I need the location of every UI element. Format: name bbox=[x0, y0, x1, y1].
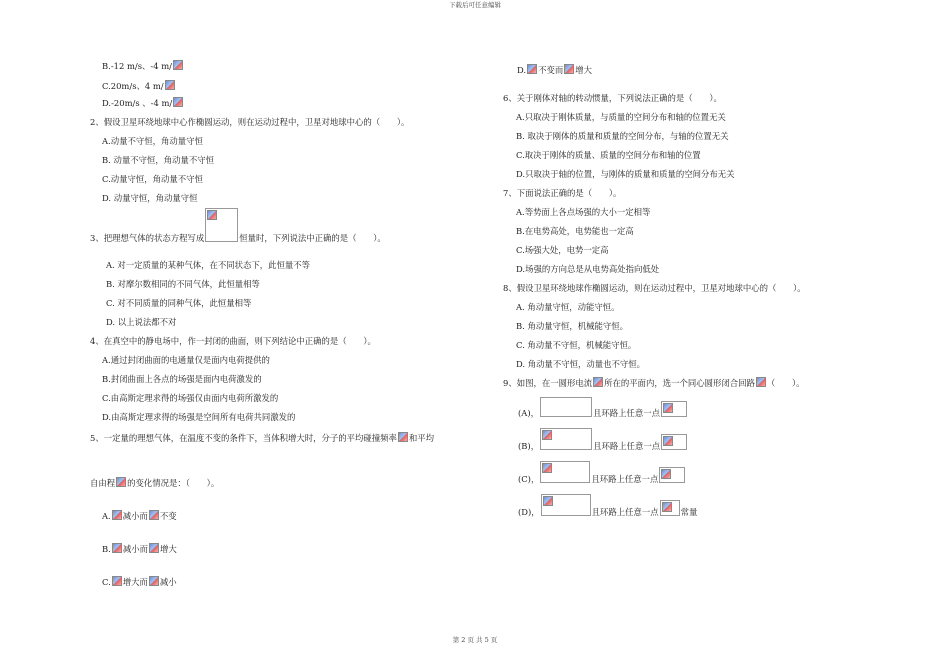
q5-stem2-part-a: 自由程 bbox=[90, 477, 116, 488]
formula-image bbox=[207, 210, 217, 220]
q8-option-d: D. 角动量不守恒，动量也不守恒。 bbox=[516, 359, 645, 369]
q6-option-d: D.只取决于轴的位置，与刚体的质量和质量的空间分布无关 bbox=[516, 169, 735, 179]
q7-stem: 7、下面说法正确的是（ ）。 bbox=[503, 188, 622, 198]
q5-stem2-part-b: 的变化情况是：（ ）。 bbox=[127, 477, 220, 488]
formula-image bbox=[112, 543, 122, 553]
formula-image bbox=[527, 64, 537, 74]
q5-option-a-mid: 减小而 bbox=[122, 510, 148, 521]
q5-option-b-mid: 减小而 bbox=[122, 543, 148, 554]
q5-option-d bbox=[517, 64, 592, 74]
formula-image bbox=[173, 60, 183, 70]
q1-option-c-text: C.20m/s、4 m/ bbox=[102, 80, 164, 91]
q6-option-a: A.只取决于刚体质量，与质量的空间分布和轴的位置无关 bbox=[516, 112, 726, 122]
q5-option-d-label: D. bbox=[517, 64, 527, 75]
q2-option-b: B. 动量不守恒，角动量不守恒 bbox=[102, 155, 214, 165]
q5-option-c bbox=[102, 576, 177, 586]
q9-option-a bbox=[518, 397, 688, 417]
formula-image-box bbox=[540, 397, 592, 417]
formula-image bbox=[112, 510, 122, 520]
q5-option-c-end: 减小 bbox=[159, 576, 177, 587]
q3-stem-part-a: 3、把理想气体的状态方程写成 bbox=[90, 232, 205, 243]
q3-option-d: D. 以上说法都不对 bbox=[106, 317, 177, 327]
q8-option-b: B. 角动量守恒，机械能守恒。 bbox=[516, 321, 628, 331]
formula-image bbox=[662, 502, 672, 512]
q3-option-c: C. 对不同质量的同种气体，此恒量相等 bbox=[106, 298, 252, 308]
q3-stem bbox=[90, 208, 386, 242]
page-footer: 第 2 页 共 5 页 bbox=[452, 636, 498, 644]
q9-option-c-mid: 且环路上任意一点 bbox=[591, 473, 659, 484]
q2-stem: 2、假设卫星环绕地球中心作椭圆运动，则在运动过程中，卫星对地球中心的（ ）。 bbox=[90, 117, 410, 127]
q5-option-b bbox=[102, 543, 177, 553]
q3-stem-part-b: 恒量时，下列说法中正确的是（ ）。 bbox=[239, 232, 386, 243]
q6-stem: 6、关于刚体对轴的转动惯量，下列说法正确的是（ ）。 bbox=[503, 93, 722, 103]
q5-option-a-label: A. bbox=[102, 510, 111, 521]
q9-option-a-mid: 且环路上任意一点 bbox=[592, 407, 660, 418]
q2-option-a: A.动量不守恒，角动量守恒 bbox=[102, 136, 203, 146]
formula-image bbox=[173, 97, 183, 107]
q9-option-d bbox=[518, 494, 697, 516]
formula-image bbox=[112, 576, 122, 586]
q7-option-b: B.在电势高处，电势能也一定高 bbox=[516, 226, 634, 236]
formula-image bbox=[663, 436, 673, 446]
formula-image bbox=[165, 80, 175, 90]
q2-option-d: D. 动量守恒，角动量守恒 bbox=[102, 193, 198, 203]
q9-option-c bbox=[518, 461, 686, 483]
q7-option-c: C.场强大处，电势一定高 bbox=[516, 245, 609, 255]
q1-option-b bbox=[102, 60, 184, 70]
q9-stem-part-a: 9、如图，在一圆形电流 bbox=[503, 377, 593, 388]
q9-option-b-label: (B)， bbox=[518, 440, 540, 451]
q3-option-a: A. 对一定质量的某种气体，在不同状态下，此恒量不等 bbox=[106, 260, 310, 270]
q9-option-a-label: (A)， bbox=[518, 407, 539, 418]
formula-image bbox=[116, 477, 126, 487]
q9-stem-part-c: （ ）。 bbox=[766, 377, 805, 388]
q6-option-c: C.取决于刚体的质量、质量的空间分布和轴的位置 bbox=[516, 150, 701, 160]
formula-image bbox=[149, 510, 159, 520]
q9-option-c-label: (C)， bbox=[518, 473, 540, 484]
q9-option-b-mid: 且环路上任意一点 bbox=[593, 440, 661, 451]
formula-image-box bbox=[659, 467, 685, 483]
q3-option-b: B. 对摩尔数相同的不同气体，此恒量相等 bbox=[106, 279, 260, 289]
q9-option-b bbox=[518, 428, 688, 450]
q9-option-d-end: 常量 bbox=[680, 506, 698, 517]
q1-option-d bbox=[102, 97, 184, 107]
formula-image-box bbox=[540, 461, 590, 483]
formula-image-box bbox=[205, 208, 238, 242]
q6-option-b: B. 取决于刚体的质量和质量的空间分布，与轴的位置无关 bbox=[516, 131, 729, 141]
q5-stem bbox=[90, 432, 434, 442]
q5-option-b-end: 增大 bbox=[159, 543, 177, 554]
q5-option-d-mid: 不变而 bbox=[538, 64, 564, 75]
q5-option-c-label: C. bbox=[102, 576, 111, 587]
q5-stem-line2 bbox=[90, 477, 219, 487]
q1-option-c bbox=[102, 80, 176, 90]
formula-image bbox=[149, 543, 159, 553]
q2-option-c: C.动量守恒，角动量不守恒 bbox=[102, 174, 203, 184]
formula-image-box bbox=[540, 428, 592, 450]
q8-option-a: A. 角动量守恒，动能守恒。 bbox=[516, 302, 620, 312]
q9-stem-part-b: 所在的平面内，选一个同心圆形闭合回路 bbox=[604, 377, 755, 388]
formula-image-box bbox=[660, 500, 680, 516]
q4-option-c: C.由高斯定理求得的场强仅由面内电荷所激发的 bbox=[102, 393, 279, 403]
q4-option-d: D.由高斯定理求得的场强是空间所有电荷共同激发的 bbox=[102, 412, 296, 422]
q4-option-b: B.封闭曲面上各点的场强是面内电荷激发的 bbox=[102, 374, 262, 384]
q7-option-a: A.等势面上各点场强的大小一定相等 bbox=[516, 207, 651, 217]
formula-image bbox=[756, 377, 766, 387]
q5-option-b-label: B. bbox=[102, 543, 111, 554]
formula-image-box bbox=[661, 434, 687, 450]
q9-stem bbox=[503, 377, 805, 387]
q5-option-d-end: 增大 bbox=[575, 64, 592, 75]
q5-option-a bbox=[102, 510, 177, 520]
q8-option-c: C. 角动量不守恒，机械能守恒。 bbox=[516, 340, 637, 350]
q9-option-d-label: (D)， bbox=[518, 506, 540, 517]
formula-image-box bbox=[541, 494, 591, 516]
formula-image bbox=[663, 403, 673, 413]
q5-stem-part-a: 5、一定量的理想气体，在温度不变的条件下，当体积增大时，分子的平均碰撞频率 bbox=[90, 432, 397, 443]
q1-option-d-text: D.-20m/s 、-4 m/ bbox=[102, 97, 173, 108]
q4-option-a: A.通过封闭曲面的电通量仅是面内电荷提供的 bbox=[102, 355, 270, 365]
q9-option-d-mid: 且环路上任意一点 bbox=[591, 506, 659, 517]
formula-image bbox=[564, 64, 574, 74]
page-header: 下载后可任意编辑 bbox=[449, 1, 501, 9]
formula-image-box bbox=[661, 401, 687, 417]
q5-option-c-mid: 增大而 bbox=[122, 576, 148, 587]
formula-image bbox=[542, 430, 552, 440]
formula-image bbox=[593, 377, 603, 387]
formula-image bbox=[149, 576, 159, 586]
q8-stem: 8、假设卫星环绕地球作椭圆运动，则在运动过程中，卫星对地球中心的（ ）。 bbox=[503, 283, 806, 293]
q5-stem-part-b: 和平均 bbox=[408, 432, 434, 443]
q4-stem: 4、在真空中的静电场中，作一封闭的曲面，则下列结论中正确的是（ ）。 bbox=[90, 336, 376, 346]
formula-image bbox=[398, 432, 408, 442]
formula-image bbox=[542, 463, 552, 473]
formula-image bbox=[661, 469, 671, 479]
formula-image bbox=[543, 496, 553, 506]
q5-option-a-end: 不变 bbox=[159, 510, 177, 521]
q1-option-b-text: B.-12 m/s、-4 m/ bbox=[102, 60, 172, 71]
q7-option-d: D.场强的方向总是从电势高处指向低处 bbox=[516, 264, 660, 274]
